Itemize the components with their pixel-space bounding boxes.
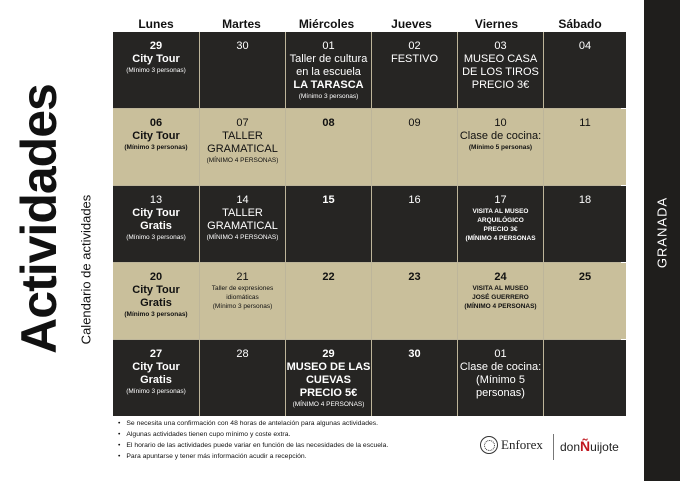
calendar-cell xyxy=(200,109,285,185)
calendar-cell xyxy=(544,109,626,185)
calendar-cell xyxy=(200,340,285,416)
cell-activity-line: (Mínimo 3 personas) xyxy=(126,67,186,74)
cell-activity-line: (MÍNIMO 4 PERSONAS) xyxy=(464,303,537,310)
calendar-cell xyxy=(200,263,285,339)
cell-day-number: 29 xyxy=(149,40,163,52)
cell-activity-line: ARQUILÓGICO xyxy=(477,217,524,224)
calendar-cell xyxy=(458,263,543,339)
cell-activity-line: en la escuela xyxy=(296,66,361,78)
cell-activity-line: (Mínimo 3 personas) xyxy=(124,144,188,151)
cell-day-number: 30 xyxy=(236,40,249,52)
calendar-cell xyxy=(200,32,285,108)
calendar-cell xyxy=(113,340,199,416)
cell-activity-line: Clase de cocina: xyxy=(459,361,542,373)
cell-activity-line: GRAMATICAL xyxy=(207,143,278,155)
calendar-cell xyxy=(200,186,285,262)
calendar-cell xyxy=(113,263,199,339)
donquijote-q: Ñ xyxy=(580,438,591,454)
cell-day-number: 08 xyxy=(322,117,335,129)
cell-activity-line: (MÍNIMO 4 PERSONAS) xyxy=(292,401,365,408)
cell-activity-line: Gratis xyxy=(140,374,172,386)
cell-activity-line: (Mínimo 3 personas) xyxy=(124,311,188,318)
cell-activity-line: (Mínimo 3 personas) xyxy=(298,93,359,100)
enforex-name: Enforex xyxy=(501,437,543,452)
calendar-cell xyxy=(286,340,371,416)
note-item: • Algunas actividades tienen cupo mínimo y coste extra. xyxy=(118,429,478,440)
enforex-mark-icon xyxy=(480,436,498,454)
donquijote-prefix: don xyxy=(560,440,581,454)
cell-day-number: 14 xyxy=(236,194,249,206)
calendar-cell xyxy=(544,340,626,416)
calendar-cell xyxy=(372,186,457,262)
cell-day-number: 01 xyxy=(494,348,507,360)
cell-day-number: 13 xyxy=(149,194,163,206)
cell-day-number: 29 xyxy=(322,348,335,360)
calendar-cell xyxy=(286,109,371,185)
cell-activity-line: personas) xyxy=(476,387,525,399)
note-item: • El horario de las actividades puede variar en función de las necesidades de la escuela. xyxy=(118,440,478,451)
cell-day-number: 01 xyxy=(322,40,335,52)
weekday-header xyxy=(113,16,621,32)
cell-day-number: 07 xyxy=(236,117,249,129)
cell-activity-line: City Tour xyxy=(132,207,180,219)
cell-day-number: 28 xyxy=(236,348,249,360)
cell-day-number: 30 xyxy=(408,348,421,360)
cell-day-number: 09 xyxy=(408,117,421,129)
calendar-cell xyxy=(544,32,626,108)
cell-day-number: 16 xyxy=(408,194,421,206)
cell-activity-line: Taller de cultura xyxy=(289,53,368,65)
city-label: GRANADA xyxy=(654,196,670,269)
weekday-3: Jueves xyxy=(391,17,432,31)
cell-day-number: 23 xyxy=(408,271,421,283)
cell-activity-line: VISITA AL MUSEO xyxy=(472,285,529,292)
cell-day-number: 04 xyxy=(578,40,592,52)
cell-activity-line: PRECIO 3€ xyxy=(471,79,530,91)
calendar-cell xyxy=(458,340,543,416)
cell-day-number: 06 xyxy=(149,117,163,129)
cell-activity-line: City Tour xyxy=(132,53,180,65)
cell-activity-line: idiomáticas xyxy=(226,294,259,301)
cell-activity-line: LA TARASCA xyxy=(293,79,364,91)
calendar-cell xyxy=(544,263,626,339)
calendar-cell xyxy=(113,109,199,185)
note-item: • Para apuntarse y tener más información acudir a recepción. xyxy=(118,451,478,462)
cell-activity-line: (MÍNIMO 4 PERSONAS xyxy=(465,235,536,242)
cell-activity-line: Gratis xyxy=(140,297,172,309)
calendar-cell xyxy=(286,186,371,262)
cell-activity-line: MUSEO CASA xyxy=(463,53,538,65)
cell-activity-line: City Tour xyxy=(132,284,180,296)
cell-day-number: 02 xyxy=(408,40,421,52)
cell-activity-line: MUSEO DE LAS xyxy=(286,361,371,373)
calendar-cell xyxy=(286,32,371,108)
calendar-grid xyxy=(113,32,621,416)
activity-calendar xyxy=(113,16,621,416)
calendar-cell xyxy=(286,263,371,339)
cell-day-number: 25 xyxy=(578,271,592,283)
weekday-5: Sábado xyxy=(558,17,602,31)
cell-activity-line: Taller de expresiones xyxy=(211,285,274,292)
cell-activity-line: (MÍNIMO 4 PERSONAS) xyxy=(206,157,279,164)
cell-day-number: 15 xyxy=(322,194,335,206)
calendar-cell xyxy=(113,186,199,262)
calendar-cell xyxy=(544,186,626,262)
cell-activity-line: DE LOS TIROS xyxy=(462,66,539,78)
cell-activity-line: FESTIVO xyxy=(390,53,439,65)
calendar-cell xyxy=(113,32,199,108)
weekday-0: Lunes xyxy=(138,17,174,31)
calendar-cell xyxy=(372,340,457,416)
calendar-cell xyxy=(372,263,457,339)
cell-activity-line: CUEVAS xyxy=(305,374,352,386)
note-item: • Se necesita una confirmación con 48 horas de antelación para algunas actividades. xyxy=(118,418,478,429)
calendar-cell xyxy=(372,32,457,108)
notes-list xyxy=(118,418,478,462)
cell-activity-line: Clase de cocina: xyxy=(459,130,542,142)
city-band xyxy=(644,0,680,481)
cell-activity-line: Gratis xyxy=(140,220,172,232)
cell-activity-line: (Mínimo 3 personas) xyxy=(126,388,186,395)
logos xyxy=(480,432,630,464)
cell-activity-line: VISITA AL MUSEO xyxy=(472,208,529,215)
cell-day-number: 20 xyxy=(149,271,163,283)
cell-activity-line: City Tour xyxy=(132,361,180,373)
cell-day-number: 03 xyxy=(494,40,507,52)
cell-activity-line: PRECIO 5€ xyxy=(299,387,358,399)
calendar-cell xyxy=(458,109,543,185)
weekday-2: Miércoles xyxy=(298,17,355,31)
logo-divider xyxy=(553,434,554,460)
weekday-4: Viernes xyxy=(474,17,519,31)
cell-activity-line: GRAMATICAL xyxy=(207,220,278,232)
side-title-block xyxy=(4,30,94,390)
page-subtitle: Calendario de actividades xyxy=(78,194,94,345)
cell-activity-line: TALLER xyxy=(222,207,263,219)
cell-day-number: 22 xyxy=(322,271,335,283)
donquijote-logo xyxy=(560,438,619,454)
cell-day-number: 17 xyxy=(494,194,507,206)
cell-activity-line: (Mínimo 5 personas) xyxy=(468,144,533,151)
calendar-cell xyxy=(458,32,543,108)
calendar-cell xyxy=(372,109,457,185)
cell-activity-line: PRECIO 3€ xyxy=(483,226,518,233)
cell-activity-line: (Mínimo 3 personas) xyxy=(212,303,273,310)
cell-activity-line: JOSÉ GUERRERO xyxy=(472,294,529,301)
enforex-logo xyxy=(480,436,543,454)
calendar-cell xyxy=(458,186,543,262)
cell-day-number: 27 xyxy=(149,348,163,360)
cell-day-number: 21 xyxy=(236,271,249,283)
cell-day-number: 10 xyxy=(494,117,507,129)
cell-day-number: 24 xyxy=(494,271,507,283)
cell-activity-line: TALLER xyxy=(222,130,263,142)
cell-activity-line: (MÍNIMO 4 PERSONAS) xyxy=(206,234,279,241)
cell-day-number: 11 xyxy=(579,117,591,129)
weekday-1: Martes xyxy=(222,17,261,31)
cell-day-number: 18 xyxy=(578,194,592,206)
donquijote-suffix: uijote xyxy=(590,440,619,454)
cell-activity-line: (Mínimo 5 xyxy=(476,374,525,386)
page-title: Actividades xyxy=(11,84,67,354)
cell-activity-line: City Tour xyxy=(132,130,180,142)
cell-activity-line: (Mínimo 3 personas) xyxy=(126,234,186,241)
